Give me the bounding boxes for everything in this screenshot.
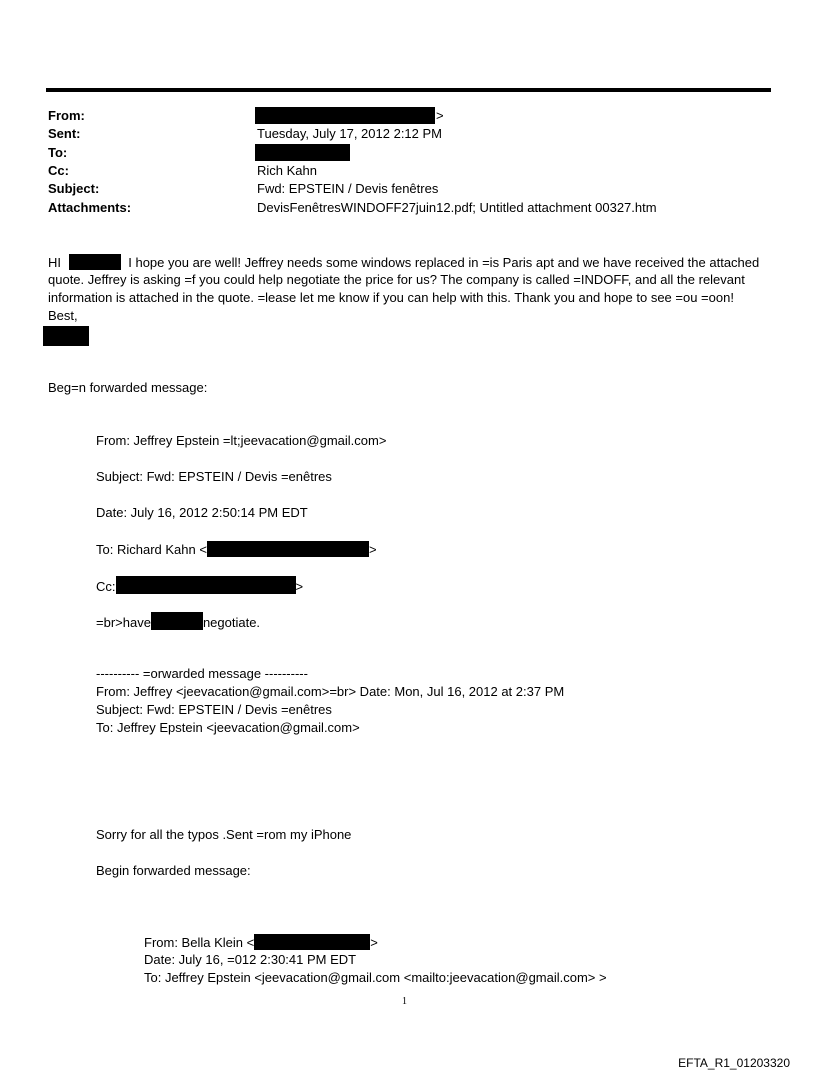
cc-label: Cc: (48, 163, 69, 178)
body-line-3: information is attached in the quote. =lease let me know if you can help with this. Thank you and hope to see =ou =oon! (48, 290, 734, 305)
from-label: From: (48, 108, 85, 123)
body-line-2: quote. Jeffrey is asking =f you could help negotiate the price for us? The company is called =INDOFF, and all the relevant (48, 272, 745, 287)
fwd1-note (96, 612, 260, 631)
bates-number: EFTA_R1_01203320 (678, 1056, 790, 1070)
fwd3-begin: Begin forwarded message: (96, 863, 251, 878)
redaction-fwd1-to (207, 541, 369, 557)
header-rule (46, 88, 771, 92)
subject-label: Subject: (48, 181, 100, 196)
signoff: Best, (48, 308, 78, 323)
fwd4-from (144, 934, 378, 951)
from-value-tail: > (436, 108, 444, 123)
fwd1-cc-prefix: Cc: (96, 579, 116, 594)
fwd1-to (96, 541, 377, 558)
sent-value: Tuesday, July 17, 2012 2:12 PM (257, 126, 442, 141)
fwd1-note-suffix: negotiate. (202, 615, 261, 630)
fwd2-to: To: Jeffrey Epstein <jeevacation@gmail.com> (96, 720, 360, 735)
fwd2-from: From: Jeffrey <jeevacation@gmail.com>=br> Date: Mon, Jul 16, 2012 at 2:37 PM (96, 684, 565, 699)
redaction-fwd4-from (254, 934, 370, 950)
fwd1-to-suffix: > (368, 542, 377, 557)
forward-intro: Beg=n forwarded message: (48, 380, 208, 395)
fwd1-from: From: Jeffrey Epstein =lt;jeevacation@gmail.com> (96, 433, 387, 448)
body-line-1-text: I hope you are well! Jeffrey needs some windows replaced in =is Paris apt and we have received the attached (128, 255, 760, 270)
redaction-greeting-name (69, 254, 121, 270)
greeting: HI (48, 255, 61, 270)
fwd4-from-suffix: > (370, 935, 378, 950)
redaction-fwd1-note (151, 612, 203, 630)
page-number: 1 (402, 996, 407, 1007)
fwd1-cc (96, 576, 303, 595)
fwd4-to: To: Jeffrey Epstein <jeevacation@gmail.com <mailto:jeevacation@gmail.com> > (144, 970, 607, 985)
attachments-value: DevisFenêtresWINDOFF27juin12.pdf; Untitled attachment 00327.htm (257, 200, 657, 215)
attachments-label: Attachments: (48, 200, 132, 215)
fwd1-cc-suffix: > (295, 579, 304, 594)
fwd4-from-prefix: From: Bella Klein < (144, 935, 255, 950)
cc-value: Rich Kahn (257, 163, 317, 178)
redaction-fwd1-cc (116, 576, 296, 594)
body-line-1 (48, 254, 759, 271)
subject-value: Fwd: EPSTEIN / Devis fenêtres (257, 181, 439, 196)
redaction-signature (43, 326, 89, 346)
fwd3-typos: Sorry for all the typos .Sent =rom my iPhone (96, 827, 352, 842)
fwd1-to-prefix: To: Richard Kahn < (96, 542, 207, 557)
fwd1-date: Date: July 16, 2012 2:50:14 PM EDT (96, 505, 308, 520)
fwd1-subject: Subject: Fwd: EPSTEIN / Devis =enêtres (96, 469, 332, 484)
fwd1-note-prefix: =br>have (96, 615, 151, 630)
to-label: To: (48, 145, 68, 160)
sent-label: Sent: (48, 126, 81, 141)
redaction-to (255, 144, 350, 161)
redaction-from (255, 107, 435, 124)
fwd4-date: Date: July 16, =012 2:30:41 PM EDT (144, 952, 357, 967)
fwd2-divider: ---------- =orwarded message ---------- (96, 666, 308, 681)
fwd2-subject: Subject: Fwd: EPSTEIN / Devis =enêtres (96, 702, 332, 717)
